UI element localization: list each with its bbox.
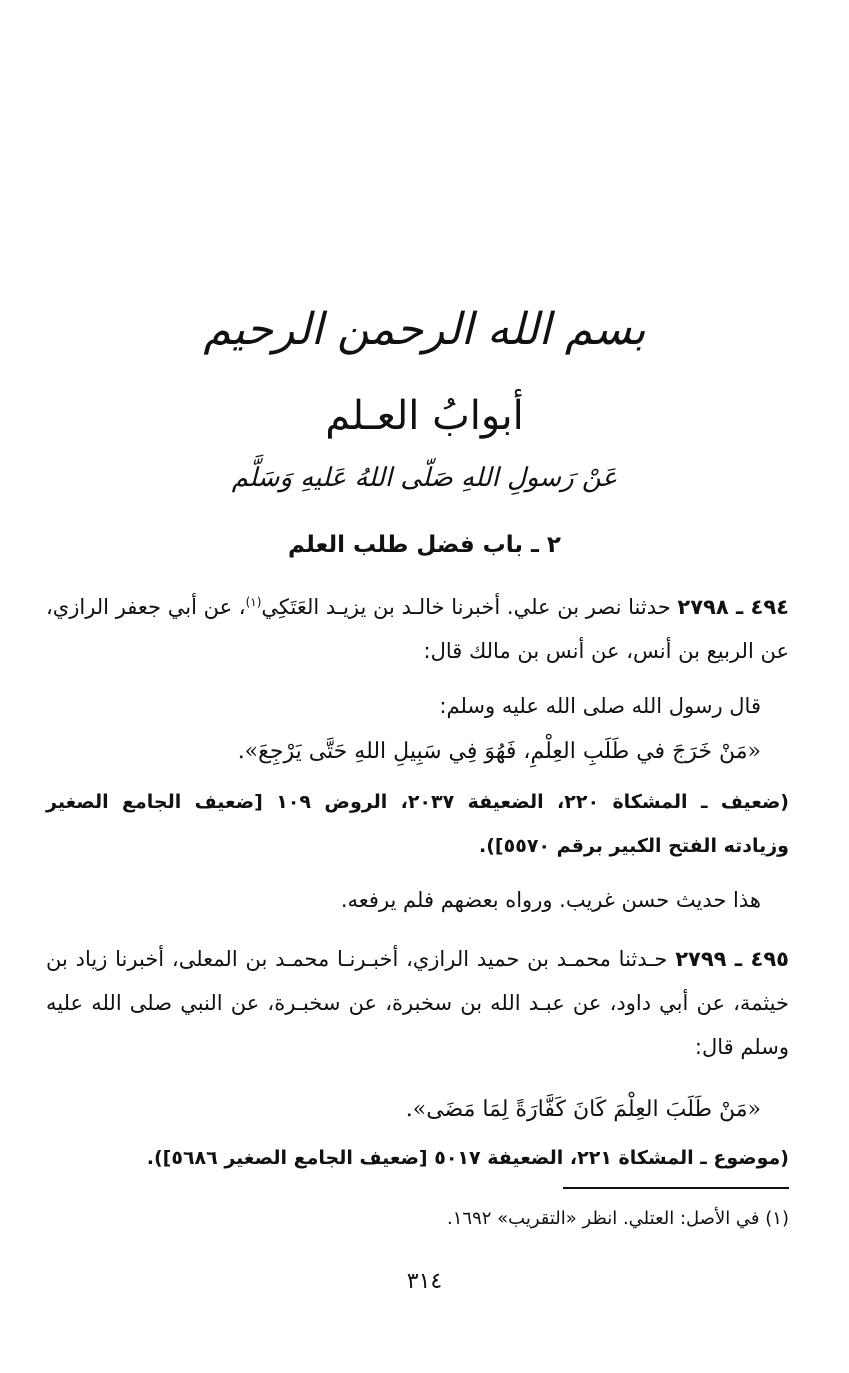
- hadith-494-isnad-part-1: حدثنا نصر بن علي. أخبرنا خالـد بن يزيـد العَتَكِي: [261, 595, 671, 619]
- hadith-495-grading: (موضوع ـ المشكاة ٢٢١، الضعيفة ٥٠١٧ [ضعيف الجامع الصغير ٥٦٨٦]).: [146, 1147, 789, 1169]
- hadith-495-isnad: [46, 937, 789, 1069]
- footnote: (١) في الأصل: العتلي. انظر «التقريب» ١٦٩٢.: [447, 1208, 789, 1229]
- hadith-494-isnad: [46, 580, 789, 673]
- chapter-title: أبوابُ العـلم: [325, 393, 524, 439]
- footnote-marker: (١): [245, 595, 262, 609]
- hadith-494-comment: هذا حديث حسن غريب. ورواه بعضهم فلم يرفعه.: [340, 888, 761, 912]
- hadith-495-matn: «مَنْ طَلَبَ العِلْمَ كَانَ كَفَّارَةً لِمَا مَضَى».: [405, 1097, 761, 1122]
- hadith-495-number: ٤٩٥ ـ ٢٧٩٩: [675, 947, 789, 971]
- hadith-494-isnad-part-2: ، عن أبي جعفر الرازي، عن الربيع بن أنس، عن أنس بن مالك قال:: [46, 595, 789, 663]
- hadith-494-number: ٤٩٤ ـ ٢٧٩٨: [677, 595, 789, 619]
- hadith-494-grading: (ضعيف ـ المشكاة ٢٢٠، الضعيفة ٢٠٣٧، الروض ١٠٩ [ضعيف الجامع الصغير وزيادته الفتح الكبير برقم ٥٥٧٠]).: [46, 791, 789, 857]
- hadith-495-isnad-text: حـدثنا محمـد بن حميد الرازي، أخبـرنـا محمـد بن المعلى، أخبرنا زياد بن خيثمة، عن أبي داود، عن عبـد الله بن سخبرة، عن سخبـرة، عن النبي صلى الله عليه وسلم قال:: [46, 947, 789, 1059]
- chapter-subtitle: عَنْ رَسولِ اللهِ صَلّى اللهُ عَليهِ وَسَلَّم: [231, 463, 618, 493]
- page-number: ٣١٤: [406, 1269, 443, 1294]
- footnote-divider: [563, 1187, 789, 1189]
- hadith-494-matn: «مَنْ خَرَجَ في طَلَبِ العِلْمِ، فَهُوَ فِي سَبِيلِ اللهِ حَتَّى يَرْجِعَ».: [237, 739, 761, 764]
- hadith-494-intro: قال رسول الله صلى الله عليه وسلم:: [439, 694, 761, 718]
- basmala: بسم الله الرحمن الرحيم: [203, 304, 646, 355]
- section-heading: ٢ ـ باب فضل طلب العلم: [288, 532, 561, 558]
